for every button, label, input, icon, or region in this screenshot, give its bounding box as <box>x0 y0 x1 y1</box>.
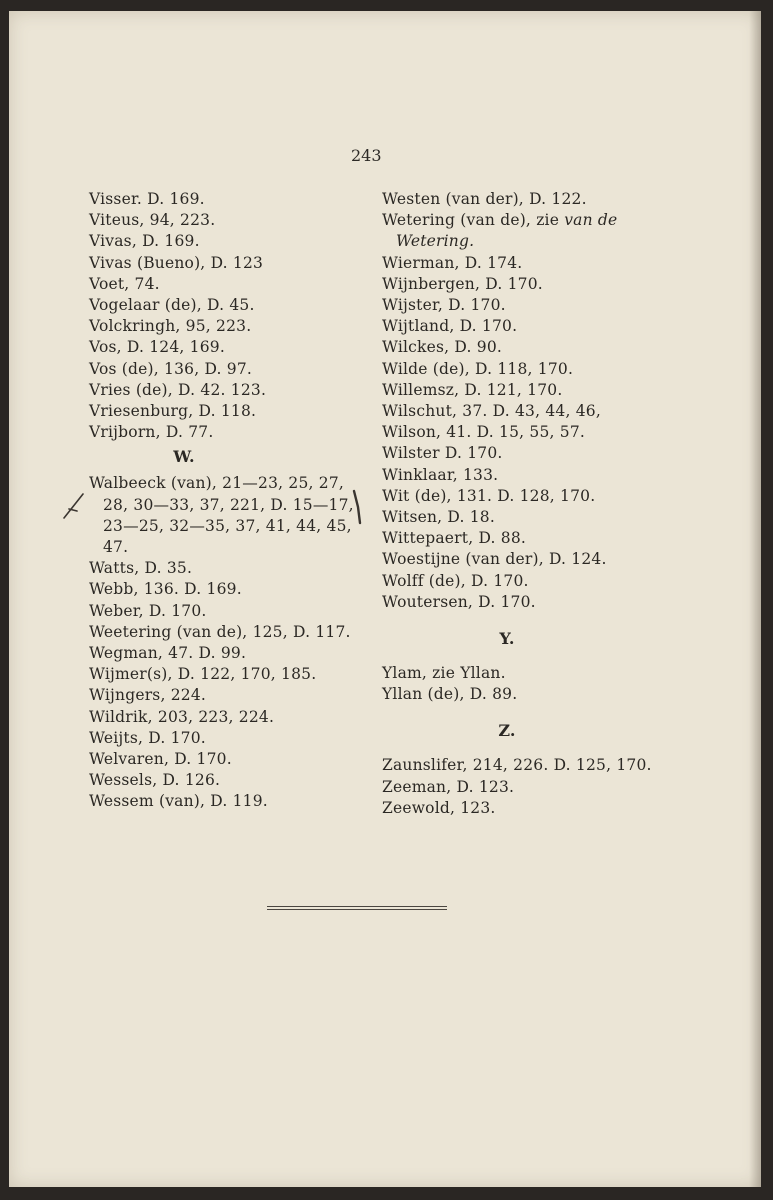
pencil-bracket-mark <box>349 487 365 527</box>
index-entry-wetering <box>382 210 658 252</box>
end-rule-line <box>267 906 447 907</box>
index-entry: Wilson, 41. D. 15, 55, 57. <box>382 423 586 442</box>
book-page <box>9 11 761 1187</box>
end-rule <box>267 906 447 912</box>
section-heading-z: Z. <box>498 721 516 741</box>
index-entry: Wijtland, D. 170. <box>382 317 518 336</box>
index-entry: Vriesenburg, D. 118. <box>89 402 257 421</box>
index-entry: Zeeman, D. 123. <box>382 777 515 796</box>
index-entry: Webb, 136. D. 169. <box>89 580 242 599</box>
index-entry: Witsen, D. 18. <box>382 508 495 527</box>
index-entry: Winklaar, 133. <box>382 465 499 484</box>
index-entry: Visser. D. 169. <box>89 190 205 208</box>
index-entry: Viteus, 94, 223. <box>89 211 216 230</box>
index-entry: Zaunslifer, 214, 226. D. 125, 170. <box>382 756 652 775</box>
index-entry: Welvaren, D. 170. <box>89 750 232 769</box>
end-rule-line <box>267 909 447 910</box>
index-entry: Wijnbergen, D. 170. <box>382 274 543 293</box>
section-heading-y: Y. <box>499 629 515 649</box>
index-entry: Westen (van der), D. 122. <box>382 190 587 208</box>
index-entry: Wilschut, 37. D. 43, 44, 46, <box>382 402 601 421</box>
index-entry: Woutersen, D. 170. <box>382 592 536 611</box>
index-entry: Wessem (van), D. 119. <box>89 792 268 811</box>
index-entry: Walbeeck (van), 21—23, 25, 27, 28, 30—33, 37, 221, D. 15—17, 23—25, 32—35, 37, 41, 44, 45, 47. <box>89 474 354 557</box>
index-entry: Watts, D. 35. <box>89 559 193 578</box>
index-entry: Wijster, D. 170. <box>382 296 506 315</box>
index-column-left <box>89 189 389 813</box>
index-entry: Yllan (de), D. 89. <box>382 685 518 704</box>
index-entry: Vos (de), 136, D. 97. <box>89 359 253 378</box>
entries-w-left <box>89 473 389 812</box>
entries-v <box>89 189 389 443</box>
index-entry: Weetering (van de), 125, D. 117. <box>89 622 351 641</box>
index-entry: Wilde (de), D. 118, 170. <box>382 359 574 378</box>
index-entry: Willemsz, D. 121, 170. <box>382 380 563 399</box>
index-entry: Vogelaar (de), D. 45. <box>89 296 255 315</box>
index-entry: Wilckes, D. 90. <box>382 338 503 357</box>
index-entry: Weijts, D. 170. <box>89 728 206 747</box>
index-entry: Wildrik, 203, 223, 224. <box>89 707 275 726</box>
index-entry: Vries (de), D. 42. 123. <box>89 380 267 399</box>
index-entry: Wit (de), 131. D. 128, 170. <box>382 486 596 505</box>
index-entry: Wegman, 47. D. 99. <box>89 644 247 663</box>
index-entry: Vos, D. 124, 169. <box>89 338 225 357</box>
index-entry: Wierman, D. 174. <box>382 253 523 272</box>
index-entry: Woestijne (van der), D. 124. <box>382 550 607 569</box>
index-entry: Wittepaert, D. 88. <box>382 529 527 548</box>
index-entry: Voet, 74. <box>89 274 160 293</box>
index-column-right <box>382 189 712 819</box>
index-entry: Weber, D. 170. <box>89 601 207 620</box>
index-entry: Wijngers, 224. <box>89 686 207 705</box>
section-heading-w: W. <box>173 447 195 467</box>
entries-z <box>382 755 712 819</box>
wetering-text: Wetering (van de), zie <box>382 211 565 230</box>
index-entry: Wijmer(s), D. 122, 170, 185. <box>89 665 317 684</box>
index-entry: Vrijborn, D. 77. <box>89 423 214 442</box>
index-entry: Wolff (de), D. 170. <box>382 571 529 590</box>
index-entry: Zeewold, 123. <box>382 798 496 817</box>
index-entry: Wessels, D. 126. <box>89 771 221 790</box>
index-entry: Vivas, D. 169. <box>89 232 200 251</box>
wetering-cross-reference: van de Wetering. <box>396 211 618 251</box>
entries-y <box>382 663 712 705</box>
index-entry: Vivas (Bueno), D. 123 <box>89 253 264 272</box>
index-entry: Ylam, zie Yllan. <box>382 664 506 683</box>
index-entry: Volckringh, 95, 223. <box>89 317 252 336</box>
index-entry: Wilster D. 170. <box>382 444 503 463</box>
entries-w-right <box>382 253 712 613</box>
page-edge-shadow <box>749 11 761 1187</box>
page-number: 243 <box>351 146 382 165</box>
pencil-slash-mark <box>61 491 87 521</box>
